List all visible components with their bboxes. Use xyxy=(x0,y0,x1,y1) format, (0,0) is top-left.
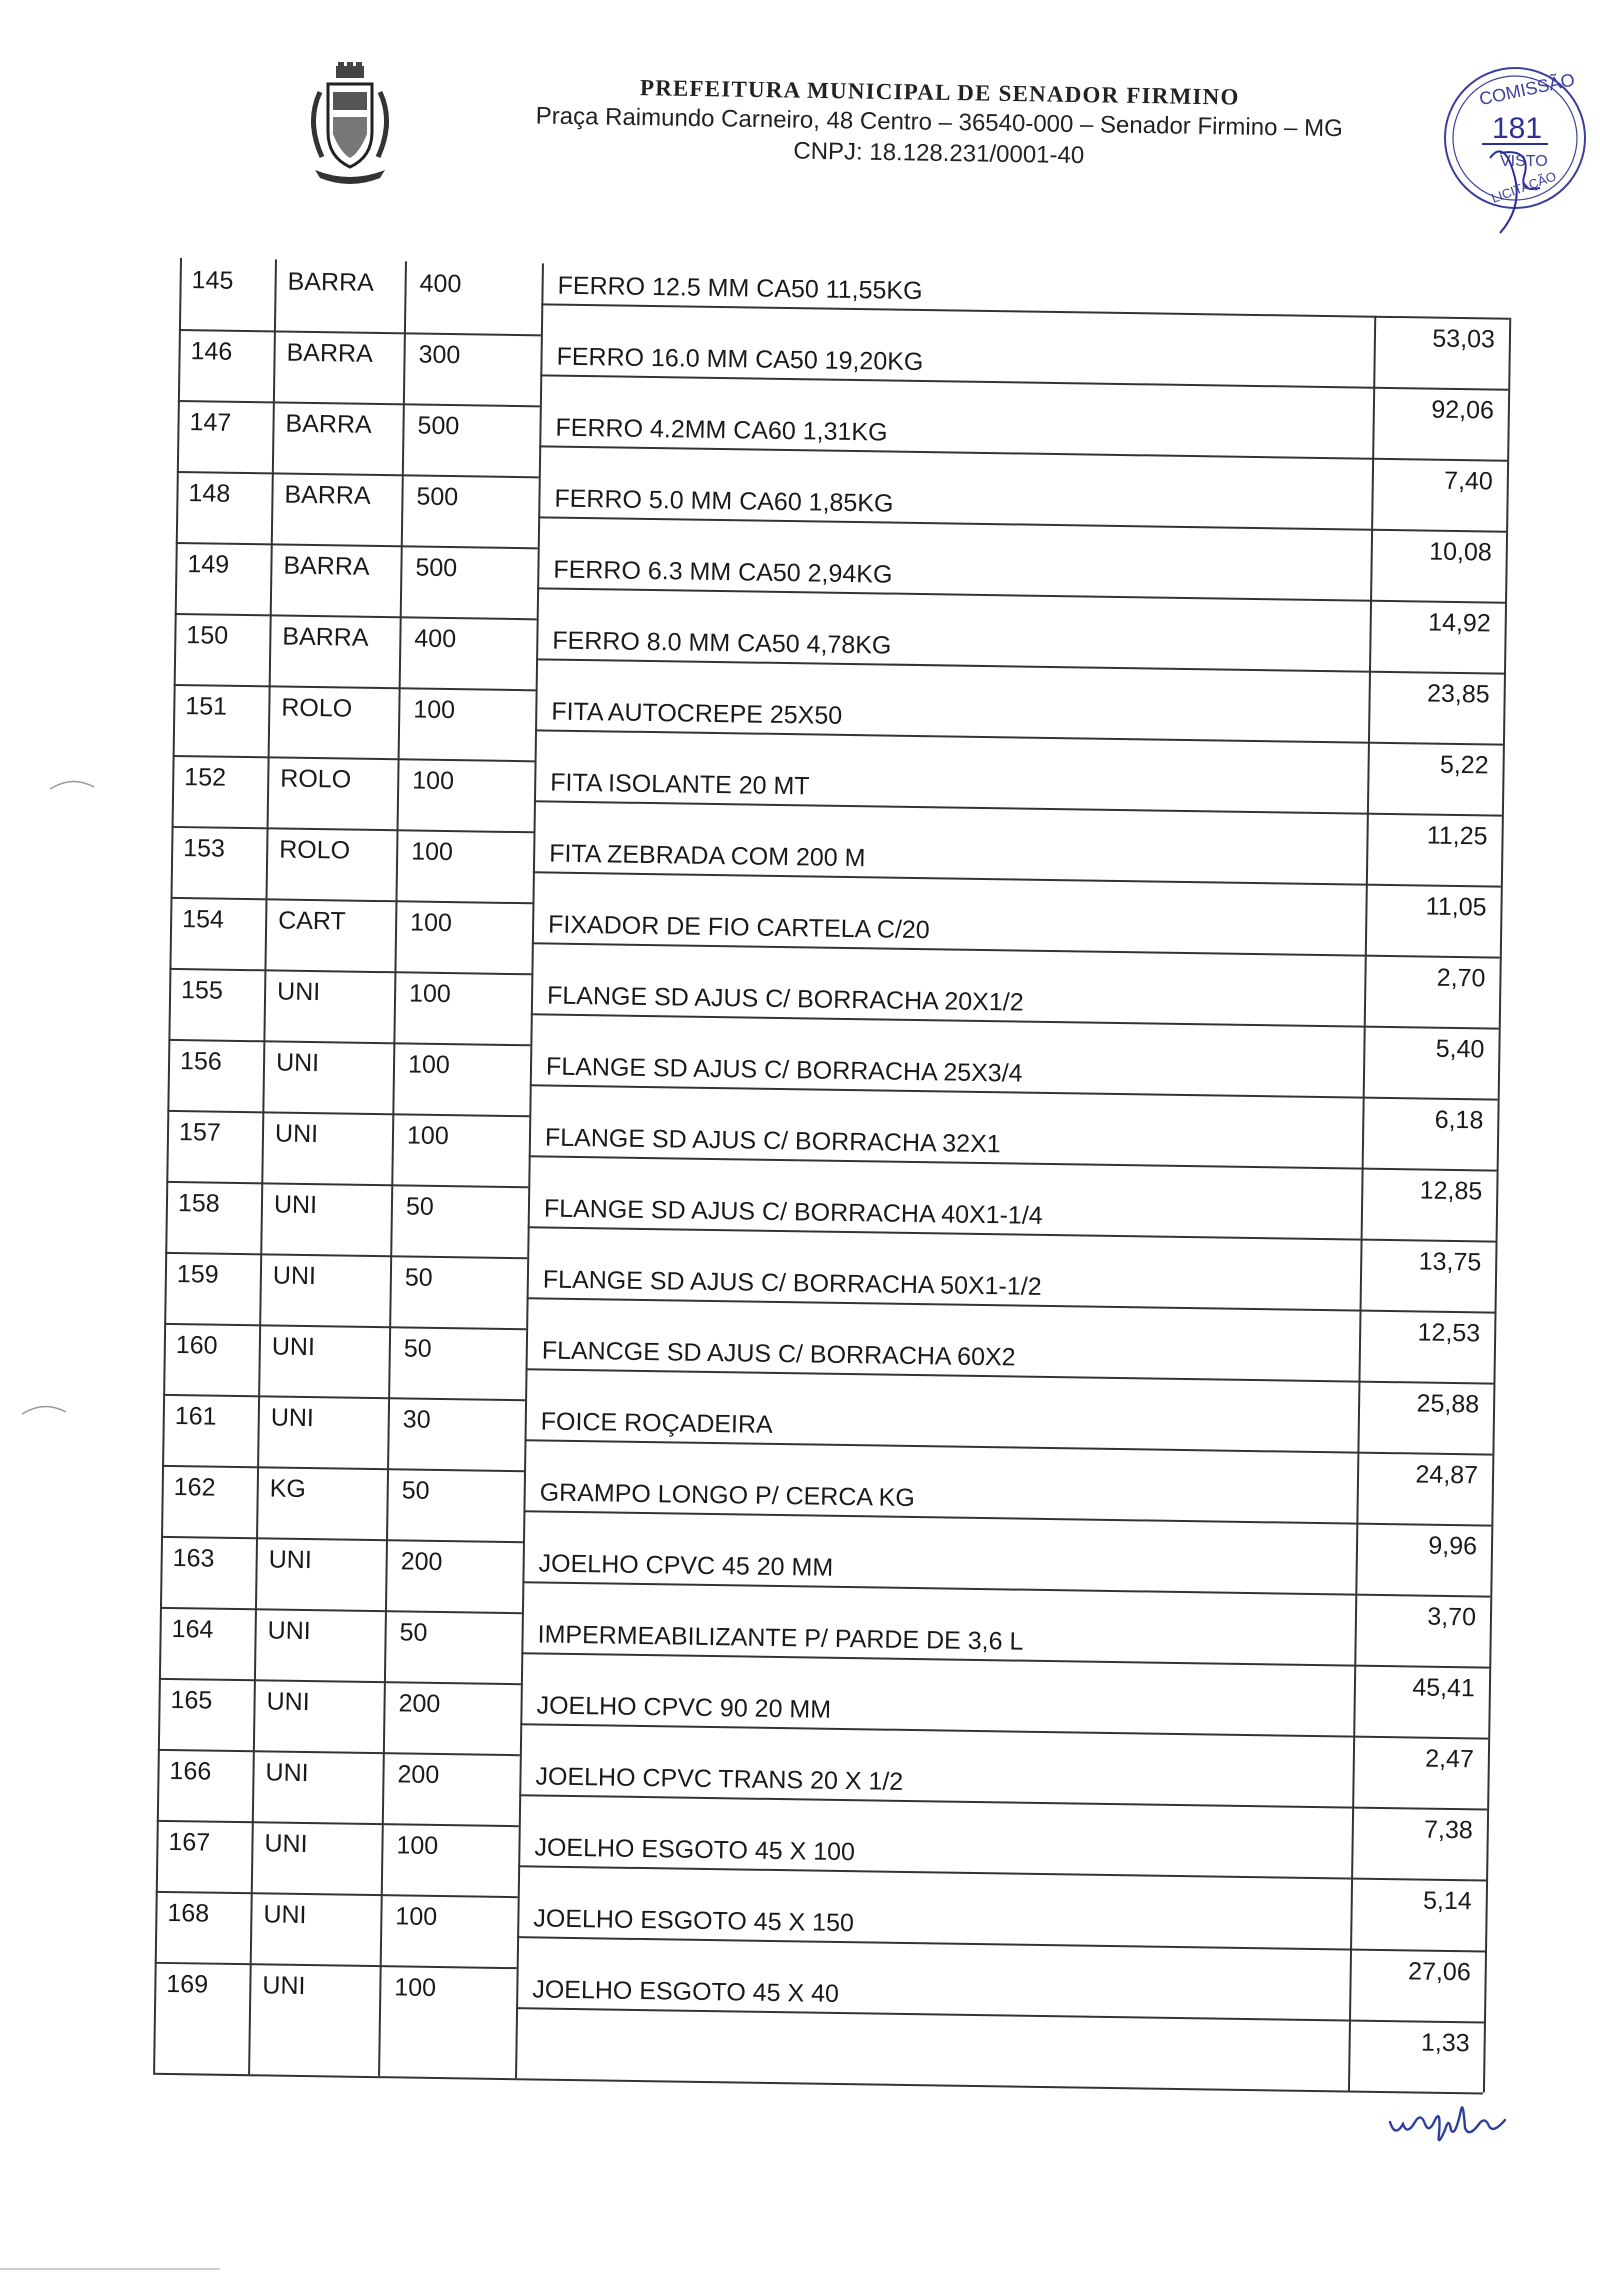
item-quantity: 30 xyxy=(402,1405,431,1434)
table-grid-line xyxy=(533,871,1501,887)
item-number: 157 xyxy=(178,1118,221,1147)
item-unit-price: 7,38 xyxy=(1423,1815,1474,1845)
table-grid-line xyxy=(524,1439,1492,1455)
item-description: JOELHO CPVC 90 20 MM xyxy=(536,1691,832,1724)
item-number: 149 xyxy=(187,550,230,579)
item-unit-price: 7,40 xyxy=(1443,466,1494,496)
item-number: 161 xyxy=(174,1402,217,1431)
item-description: FERRO 6.3 MM CA50 2,94KG xyxy=(553,555,893,589)
item-description: FLANGE SD AJUS C/ BORRACHA 40X1-1/4 xyxy=(543,1194,1043,1230)
item-description: FITA ZEBRADA COM 200 M xyxy=(548,839,866,873)
item-quantity: 50 xyxy=(403,1334,432,1363)
item-unit: UNI xyxy=(265,1758,309,1788)
item-quantity: 200 xyxy=(397,1760,440,1790)
item-quantity: 300 xyxy=(418,340,461,370)
item-number: 162 xyxy=(173,1473,216,1502)
item-number: 146 xyxy=(190,337,233,366)
item-unit: UNI xyxy=(274,1119,319,1149)
item-number: 165 xyxy=(170,1686,213,1715)
item-unit-price: 14,92 xyxy=(1427,608,1491,638)
item-unit-price: 11,05 xyxy=(1425,892,1487,922)
item-quantity: 100 xyxy=(412,766,455,796)
item-unit: ROLO xyxy=(281,693,353,723)
punch-hole-mark xyxy=(48,775,96,791)
item-unit-price: 5,14 xyxy=(1422,1886,1472,1916)
item-unit-price: 5,40 xyxy=(1435,1034,1485,1064)
org-cnpj: CNPJ: 18.128.231/0001-40 xyxy=(793,137,1085,170)
item-unit-price: 27,06 xyxy=(1407,1957,1471,1987)
stamp-lower-text: VISTO xyxy=(1500,153,1548,170)
item-unit-price: 23,85 xyxy=(1426,679,1490,709)
item-quantity: 500 xyxy=(417,411,460,441)
item-unit: UNI xyxy=(263,1900,307,1930)
item-unit: UNI xyxy=(268,1545,312,1575)
item-unit: BARRA xyxy=(283,551,370,581)
item-unit: UNI xyxy=(276,977,321,1007)
item-unit: UNI xyxy=(262,1971,306,2001)
item-quantity: 50 xyxy=(401,1476,430,1505)
item-unit: UNI xyxy=(275,1048,320,1078)
table-grid-line xyxy=(516,2007,1484,2023)
coat-of-arms-icon xyxy=(300,62,400,187)
table-grid-line xyxy=(537,587,1505,603)
table-grid-line xyxy=(540,374,1508,390)
item-description: JOELHO ESGOTO 45 X 150 xyxy=(533,1904,855,1938)
item-quantity: 100 xyxy=(411,837,454,867)
item-unit: BARRA xyxy=(285,409,372,439)
item-quantity: 100 xyxy=(396,1831,439,1861)
item-description: JOELHO ESGOTO 45 X 100 xyxy=(534,1833,856,1867)
item-unit-price: 2,47 xyxy=(1424,1744,1475,1774)
org-name: PREFEITURA MUNICIPAL DE SENADOR FIRMINO xyxy=(639,75,1240,110)
item-quantity: 100 xyxy=(407,1050,450,1080)
item-quantity: 100 xyxy=(395,1902,438,1931)
item-unit-price: 2,70 xyxy=(1436,963,1486,993)
item-quantity: 200 xyxy=(400,1547,443,1577)
item-description: FLANGE SD AJUS C/ BORRACHA 32X1 xyxy=(544,1123,1001,1159)
handwritten-signature-icon xyxy=(1385,2090,1515,2150)
item-number: 168 xyxy=(167,1898,210,1928)
item-quantity: 100 xyxy=(408,979,452,1009)
item-unit: ROLO xyxy=(279,835,351,865)
letterhead xyxy=(439,72,1440,176)
item-quantity: 100 xyxy=(413,695,456,725)
item-number: 155 xyxy=(180,976,224,1005)
item-unit-price: 9,96 xyxy=(1428,1531,1478,1561)
item-number: 159 xyxy=(176,1260,219,1289)
item-description: FLANCGE SD AJUS C/ BORRACHA 60X2 xyxy=(541,1336,1016,1372)
stamp-text: COMISSÃO xyxy=(1477,69,1577,110)
item-number: 148 xyxy=(188,479,231,508)
item-unit: UNI xyxy=(271,1332,316,1362)
item-description: FERRO 12.5 MM CA50 11,55KG xyxy=(557,271,923,306)
item-description: FOICE ROÇADEIRA xyxy=(540,1407,773,1439)
item-quantity: 100 xyxy=(409,908,453,938)
item-unit: CART xyxy=(277,906,346,936)
item-number: 166 xyxy=(169,1757,212,1786)
table-grid-line xyxy=(519,1794,1487,1810)
item-number: 169 xyxy=(166,1969,209,1999)
table-grid-line xyxy=(518,1865,1486,1881)
item-unit-price: 25,88 xyxy=(1416,1389,1480,1419)
table-grid-line xyxy=(541,303,1509,319)
item-quantity: 500 xyxy=(415,553,458,583)
price-table xyxy=(153,258,1510,2078)
table-grid-line xyxy=(517,1936,1485,1952)
item-description: FITA ISOLANTE 20 MT xyxy=(550,768,810,801)
item-number: 150 xyxy=(186,621,229,650)
item-unit-price: 3,70 xyxy=(1427,1602,1477,1632)
item-unit: UNI xyxy=(272,1261,317,1291)
item-unit-price: 13,75 xyxy=(1418,1247,1482,1277)
table-grid-line xyxy=(534,800,1502,816)
item-number: 167 xyxy=(168,1828,211,1857)
table-grid-line xyxy=(538,516,1506,532)
item-description: FITA AUTOCREPE 25X50 xyxy=(551,697,843,730)
item-number: 145 xyxy=(191,266,234,295)
item-description: JOELHO ESGOTO 45 X 40 xyxy=(532,1975,840,2008)
table-grid-line xyxy=(532,942,1500,958)
table-grid-line xyxy=(522,1581,1490,1597)
item-number: 160 xyxy=(175,1331,218,1360)
table-grid-line xyxy=(153,2073,1483,2094)
item-unit-price: 5,22 xyxy=(1439,750,1489,780)
item-unit-price: 11,25 xyxy=(1426,821,1488,851)
item-unit-price: 45,41 xyxy=(1412,1673,1476,1703)
item-unit: BARRA xyxy=(284,480,371,510)
item-description: FERRO 4.2MM CA60 1,31KG xyxy=(555,413,888,447)
item-quantity: 50 xyxy=(404,1263,433,1292)
item-unit-price: 24,87 xyxy=(1415,1460,1479,1490)
table-grid-line xyxy=(535,729,1503,745)
commission-stamp-icon xyxy=(1430,58,1590,238)
item-number: 156 xyxy=(179,1047,223,1076)
item-unit: BARRA xyxy=(286,338,373,368)
item-quantity: 50 xyxy=(399,1618,428,1647)
item-quantity: 100 xyxy=(394,1973,437,2002)
item-unit: BARRA xyxy=(282,622,369,652)
item-description: FLANGE SD AJUS C/ BORRACHA 25X3/4 xyxy=(545,1052,1023,1088)
item-unit: UNI xyxy=(266,1687,310,1717)
item-description: FLANGE SD AJUS C/ BORRACHA 50X1-1/2 xyxy=(542,1265,1042,1301)
item-number: 151 xyxy=(185,692,228,721)
item-description: FERRO 8.0 MM CA50 4,78KG xyxy=(552,626,892,660)
item-number: 163 xyxy=(172,1544,215,1573)
item-number: 164 xyxy=(171,1615,214,1644)
item-description: FLANGE SD AJUS C/ BORRACHA 20X1/2 xyxy=(546,981,1024,1017)
item-unit: BARRA xyxy=(287,267,375,297)
item-unit-price: 10,08 xyxy=(1429,537,1492,567)
item-description: JOELHO CPVC TRANS 20 X 1/2 xyxy=(535,1762,904,1796)
item-description: JOELHO CPVC 45 20 MM xyxy=(538,1549,834,1582)
item-description: FERRO 5.0 MM CA60 1,85KG xyxy=(554,484,894,518)
item-unit: ROLO xyxy=(280,764,352,794)
punch-hole-mark xyxy=(20,1400,68,1416)
table-grid-line xyxy=(536,658,1504,674)
table-grid-line xyxy=(523,1510,1491,1526)
item-quantity: 400 xyxy=(414,624,457,654)
item-unit-price: 53,03 xyxy=(1432,324,1496,354)
table-grid-line xyxy=(529,1155,1497,1171)
stamp-bottom-text: LICITAÇÃO xyxy=(1489,168,1559,206)
item-unit-price: 1,33 xyxy=(1420,2028,1470,2058)
item-quantity: 200 xyxy=(398,1689,441,1719)
item-description: FERRO 16.0 MM CA50 19,20KG xyxy=(556,342,924,377)
item-unit: UNI xyxy=(273,1190,318,1220)
item-number: 153 xyxy=(183,834,226,863)
item-unit: UNI xyxy=(270,1403,315,1433)
item-number: 147 xyxy=(189,408,232,437)
org-address: Praça Raimundo Carneiro, 48 Centro – 36540-000 – Senador Firmino – MG xyxy=(535,102,1343,143)
item-number: 152 xyxy=(184,763,227,792)
item-number: 158 xyxy=(177,1189,220,1218)
item-quantity: 100 xyxy=(406,1121,449,1151)
item-unit-price: 92,06 xyxy=(1431,395,1495,425)
item-quantity: 50 xyxy=(405,1192,434,1221)
table-grid-line xyxy=(520,1723,1488,1739)
item-unit-price: 12,53 xyxy=(1417,1318,1481,1348)
item-unit: UNI xyxy=(267,1616,311,1646)
item-unit: UNI xyxy=(264,1829,308,1859)
item-unit: KG xyxy=(269,1474,307,1504)
item-description: FIXADOR DE FIO CARTELA C/20 xyxy=(547,910,930,945)
item-quantity: 400 xyxy=(419,269,462,299)
item-number: 154 xyxy=(181,905,225,934)
item-description: IMPERMEABILIZANTE P/ PARDE DE 3,6 L xyxy=(537,1620,1024,1656)
item-quantity: 500 xyxy=(416,482,459,512)
item-unit-price: 6,18 xyxy=(1434,1105,1484,1135)
item-unit-price: 12,85 xyxy=(1419,1176,1483,1206)
item-description: GRAMPO LONGO P/ CERCA KG xyxy=(539,1478,915,1513)
table-grid-line xyxy=(539,445,1507,461)
stamp-page-number: 181 xyxy=(1492,112,1543,145)
page-edge xyxy=(0,2268,220,2270)
